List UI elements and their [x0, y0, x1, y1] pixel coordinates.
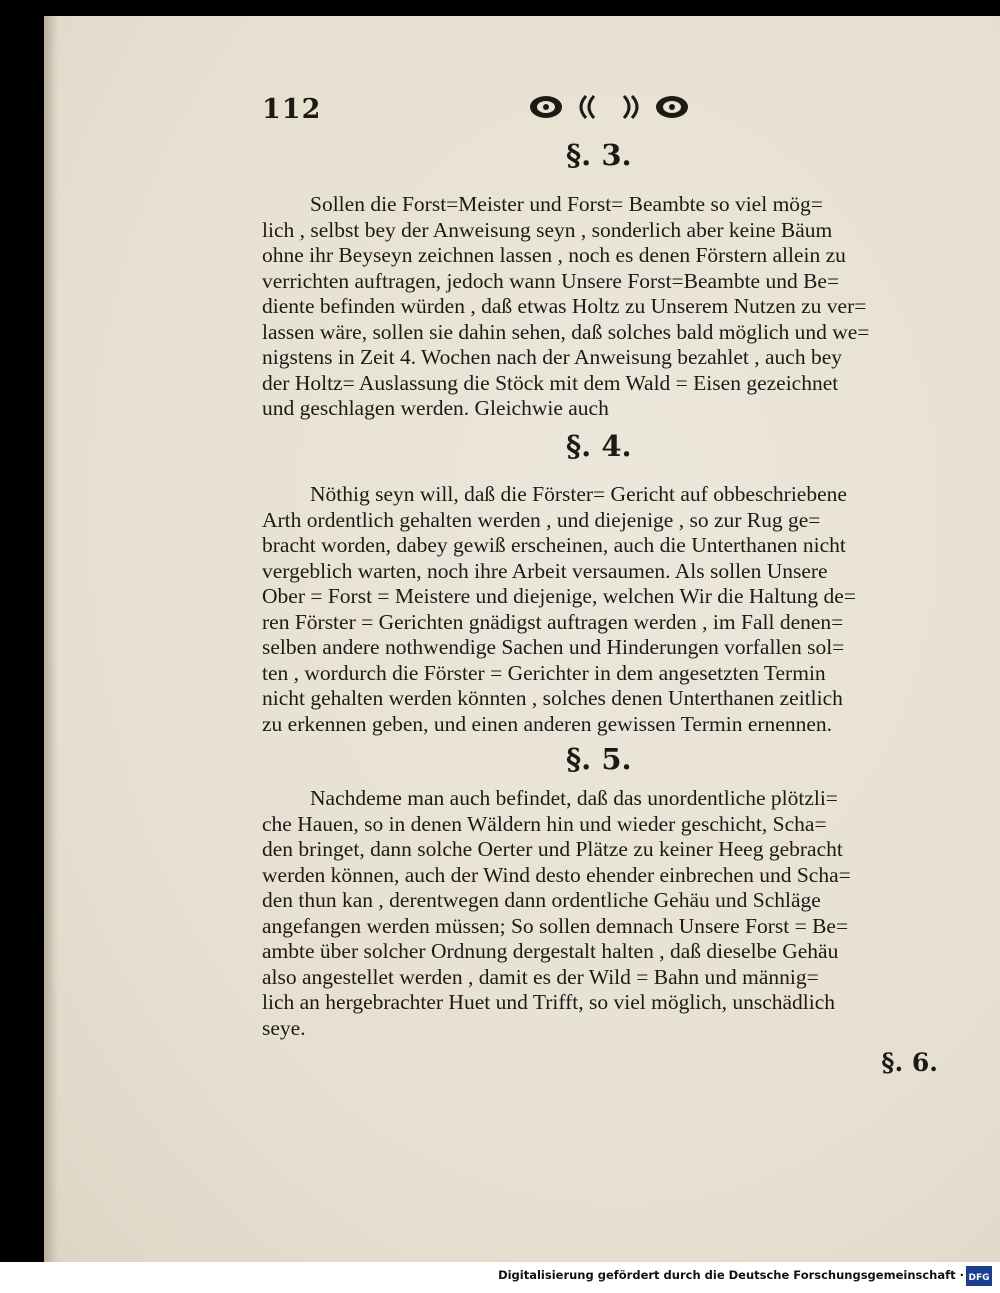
text-line: also angestellet werden , damit es der Wild = Bahn und männig= [262, 964, 819, 989]
section-4-text [262, 482, 962, 737]
section-3-text [262, 192, 962, 422]
text-line: Sollen die Forst=Meister und Forst= Beambte so viel mög= [310, 192, 823, 216]
text-line: che Hauen, so in denen Wäldern hin und wieder geschicht, Scha= [262, 811, 827, 836]
funding-credit: Digitalisierung gefördert durch die Deutsche Forschungsgemeinschaft · [498, 1268, 964, 1282]
page-number: 112 [262, 94, 322, 125]
text-line: lich , selbst bey der Anweisung seyn , sonderlich aber keine Bäum [262, 217, 833, 242]
book-page [44, 16, 1000, 1262]
text-line: ren Förster = Gerichten gnädigst auftragen werden , im Fall denen= [262, 609, 844, 634]
section-5-text [262, 786, 962, 1041]
text-line: seye. [262, 1015, 306, 1040]
catchword: §. 6. [881, 1048, 938, 1077]
text-line: ten , wordurch die Förster = Gerichter in dem angesetzten Termin [262, 660, 826, 685]
footer-bar [0, 1262, 1000, 1293]
text-line: bracht worden, dabey gewiß erscheinen, auch die Unterthanen nicht [262, 533, 846, 557]
page-gutter-shadow [44, 16, 58, 1262]
text-line: der Holtz= Auslassung die Stöck mit dem Wald = Eisen gezeichnet [262, 370, 839, 395]
text-line: nicht gehalten werden könnten , solches denen Unterthanen zeitlich [262, 686, 843, 710]
text-line: zu erkennen geben, und einen anderen gewissen Termin ernennen. [262, 711, 833, 736]
text-line: Nöthig seyn will, daß die Förster= Gericht auf obbeschriebene [310, 482, 847, 506]
text-line: ambte über solcher Ordnung dergestalt halten , daß dieselbe Gehäu [262, 939, 839, 963]
section-heading-3: §. 3. [566, 138, 632, 172]
text-line: diente befinden würden , daß etwas Holtz zu Unserem Nutzen zu ver= [262, 294, 867, 318]
text-line: Arth ordentlich gehalten werden , und diejenige , so zur Rug ge= [262, 507, 821, 532]
text-line: verrichten auftragen, jedoch wann Unsere Forst=Beambte und Be= [262, 268, 840, 293]
ornament-icon [524, 90, 694, 124]
text-line: vergeblich warten, noch ihre Arbeit versaumen. Als sollen Unsere [262, 558, 828, 583]
text-line: den thun kan , derentwegen dann ordentliche Gehäu und Schläge [262, 888, 821, 912]
text-line: und geschlagen werden. Gleichwie auch [262, 396, 609, 420]
section-heading-5: §. 5. [566, 742, 632, 776]
text-line: werden können, auch der Wind desto ehender einbrechen und Scha= [262, 862, 851, 887]
section-heading-4: §. 4. [566, 429, 632, 463]
text-line: Nachdeme man auch befindet, daß das unordentliche plötzli= [310, 786, 838, 810]
text-line: ohne ihr Beyseyn zeichnen lassen , noch es denen Förstern allein zu [262, 243, 846, 267]
text-line: lich an hergebrachter Huet und Trifft, so viel möglich, unschädlich [262, 990, 836, 1014]
text-line: selben andere nothwendige Sachen und Hinderungen vorfallen sol= [262, 635, 845, 659]
text-line: nigstens in Zeit 4. Wochen nach der Anweisung bezahlet , auch bey [262, 345, 842, 369]
dfg-logo-icon [966, 1266, 992, 1286]
text-line: den bringet, dann solche Oerter und Plätze zu keiner Heeg gebracht [262, 837, 843, 861]
text-line: angefangen werden müssen; So sollen demnach Unsere Forst = Be= [262, 913, 849, 938]
dfg-logo-text: DFG [968, 1273, 990, 1283]
text-line: lassen wäre, sollen sie dahin sehen, daß solches bald möglich und we= [262, 319, 870, 344]
text-line: Ober = Forst = Meistere und diejenige, welchen Wir die Haltung de= [262, 584, 856, 608]
page-header [44, 84, 1000, 128]
